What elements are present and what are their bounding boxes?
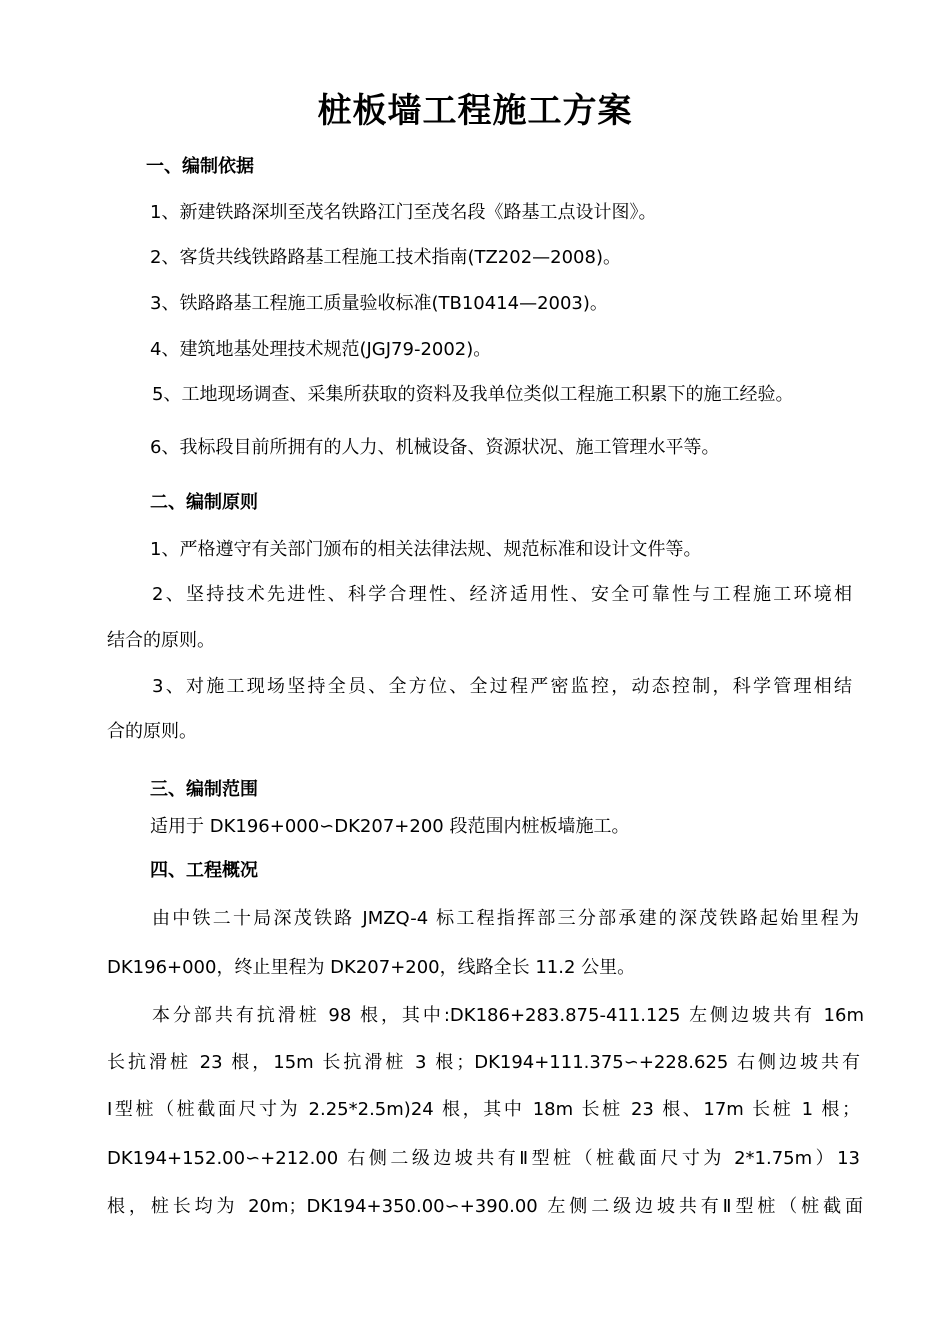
basis-item-2: 2、客货共线铁路路基工程施工技术指南(TZ202—2008)。 [150,247,621,268]
principles-item-1: 1、严格遵守有关部门颁布的相关法律法规、规范标准和设计文件等。 [150,539,702,560]
section-heading-basis: 一、编制依据 [146,156,254,177]
overview-line-5: Ⅰ型桩（桩截面尺寸为 2.25*2.5m)24 根，其中 18m 长桩 23 根、17m 长桩 1 根； [107,1099,860,1120]
overview-line-4: 长抗滑桩 23 根，15m 长抗滑桩 3 根；DK194+111.375∽+228.625 右侧边坡共有 [107,1052,860,1073]
overview-line-2: DK196+000，终止里程为 DK207+200，线路全长 11.2 公里。 [107,957,636,978]
basis-item-1: 1、新建铁路深圳至茂名铁路江门至茂名段《路基工点设计图》。 [150,202,657,223]
scope-text: 适用于 DK196+000∽DK207+200 段范围内桩板墙施工。 [150,816,630,837]
basis-item-3: 3、铁路路基工程施工质量验收标准(TB10414—2003)。 [150,293,608,314]
principles-item-3: 3、对施工现场坚持全员、全方位、全过程严密监控，动态控制，科学管理相结 [152,676,852,697]
document-title: 桩板墙工程施工方案 [317,91,633,131]
section-heading-scope: 三、编制范围 [150,779,258,800]
principles-item-2-continued: 结合的原则。 [107,630,215,651]
basis-item-5: 5、工地现场调查、采集所获取的资料及我单位类似工程施工积累下的施工经验。 [152,384,794,405]
basis-item-4: 4、建筑地基处理技术规范(JGJ79-2002)。 [150,339,492,360]
overview-line-1: 由中铁二十局深茂铁路 JMZQ-4 标工程指挥部三分部承建的深茂铁路起始里程为 [152,908,859,929]
section-heading-principles: 二、编制原则 [150,492,258,513]
principles-item-2: 2、坚持技术先进性、科学合理性、经济适用性、安全可靠性与工程施工环境相 [152,584,852,605]
overview-line-3: 本分部共有抗滑桩 98 根，其中:DK186+283.875-411.125 左侧边坡共有 16m [152,1005,864,1026]
basis-item-6: 6、我标段目前所拥有的人力、机械设备、资源状况、施工管理水平等。 [150,437,720,458]
overview-line-7: 根，桩长均为 20m；DK194+350.00∽+390.00 左侧二级边坡共有Ⅱ型桩（桩截面 [107,1196,863,1217]
principles-item-3-continued: 合的原则。 [107,721,197,742]
overview-line-6: DK194+152.00∽+212.00 右侧二级边坡共有Ⅱ型桩（桩截面尺寸为 2*1.75m）13 [107,1148,860,1169]
section-heading-overview: 四、工程概况 [150,860,258,881]
